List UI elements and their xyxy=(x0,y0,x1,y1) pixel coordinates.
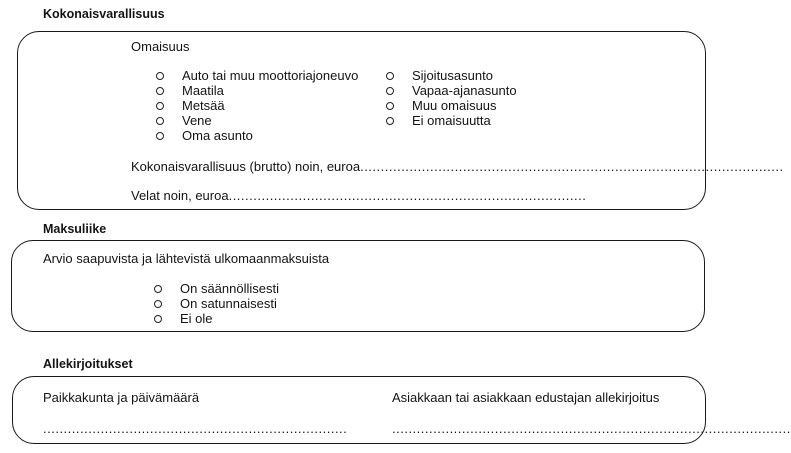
debt-label: Velat noin, euroa xyxy=(131,188,229,203)
option-boat[interactable]: Vene xyxy=(156,113,212,128)
payments-box xyxy=(11,240,705,332)
radio-icon[interactable] xyxy=(156,87,164,95)
assets-label: Omaisuus xyxy=(131,39,190,54)
radio-icon[interactable] xyxy=(156,132,164,140)
radio-icon[interactable] xyxy=(154,300,162,308)
signatures-box xyxy=(12,376,791,444)
option-occasional[interactable]: On satunnaisesti xyxy=(154,296,277,311)
option-own-home[interactable]: Oma asunto xyxy=(156,128,253,143)
option-holiday-home[interactable]: Vapaa-ajanasunto xyxy=(386,83,517,98)
radio-icon[interactable] xyxy=(386,87,394,95)
radio-icon[interactable] xyxy=(156,117,164,125)
wealth-box xyxy=(17,31,784,210)
debt-row xyxy=(131,188,587,203)
option-none[interactable]: Ei ole xyxy=(154,311,213,326)
radio-icon[interactable] xyxy=(386,72,394,80)
section-heading-signatures: Allekirjoitukset xyxy=(43,357,133,371)
option-investment-home[interactable]: Sijoitusasunto xyxy=(386,68,493,83)
gross-wealth-field[interactable]: ....................................................................................................... xyxy=(360,159,784,174)
gross-wealth-label: Kokonaisvarallisuus (brutto) noin, euroa xyxy=(131,159,361,174)
option-regular[interactable]: On säännöllisesti xyxy=(154,281,279,296)
place-date-field[interactable]: .......................................................................... xyxy=(43,421,348,436)
option-farm[interactable]: Maatila xyxy=(156,83,224,98)
radio-icon[interactable] xyxy=(156,102,164,110)
signature-field[interactable]: ................................................................................................. xyxy=(392,421,791,436)
signature-label: Asiakkaan tai asiakkaan edustajan allekirjoitus xyxy=(392,390,660,405)
option-other-assets[interactable]: Muu omaisuus xyxy=(386,98,497,113)
payments-question: Arvio saapuvista ja lähtevistä ulkomaanmaksuista xyxy=(43,251,330,266)
radio-icon[interactable] xyxy=(386,102,394,110)
debt-field[interactable]: ....................................................................................... xyxy=(228,188,587,203)
place-date-label: Paikkakunta ja päivämäärä xyxy=(43,390,200,405)
option-no-assets[interactable]: Ei omaisuutta xyxy=(386,113,491,128)
radio-icon[interactable] xyxy=(386,117,394,125)
option-forest[interactable]: Metsää xyxy=(156,98,225,113)
radio-icon[interactable] xyxy=(154,285,162,293)
section-heading-payments: Maksuliike xyxy=(43,222,107,236)
radio-icon[interactable] xyxy=(156,72,164,80)
radio-icon[interactable] xyxy=(154,315,162,323)
gross-wealth-row xyxy=(131,159,784,174)
option-car[interactable]: Auto tai muu moottoriajoneuvo xyxy=(156,68,358,83)
section-heading-wealth: Kokonaisvarallisuus xyxy=(43,7,165,21)
